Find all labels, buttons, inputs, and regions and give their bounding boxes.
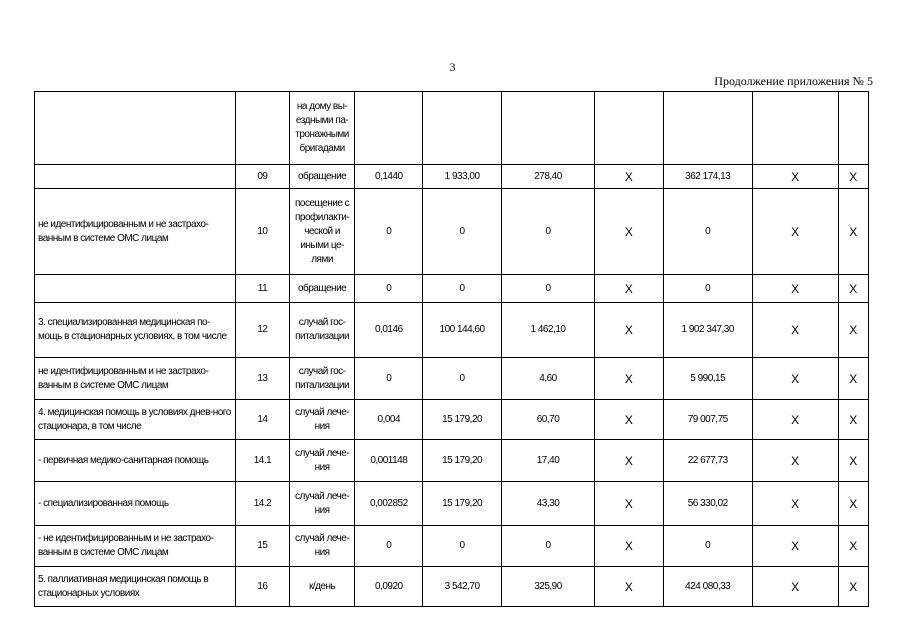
table-row [35, 165, 869, 189]
cell-value: Х [838, 526, 868, 567]
row-code: 15 [236, 526, 290, 567]
cell-value: 1 902 347,30 [663, 303, 752, 358]
cell-value: 362 174,13 [663, 165, 752, 189]
data-table [34, 91, 869, 607]
row-unit: посещение с профилакти-ческой и иными це-лями [289, 189, 355, 275]
cell-value: Х [595, 400, 664, 440]
cell-value: 43,30 [502, 482, 595, 526]
cell-value: Х [838, 358, 868, 400]
row-name [35, 165, 236, 189]
cell-value: 0 [423, 189, 502, 275]
cell-value: Х [752, 303, 838, 358]
cell-value: 22 677,73 [663, 440, 752, 482]
cell-value: 15 179,20 [423, 482, 502, 526]
row-code: 13 [236, 358, 290, 400]
cell-value: Х [838, 440, 868, 482]
row-name: не идентифицированным и не застрахо-ванным в системе ОМС лицам [35, 358, 236, 400]
cell-value: Х [752, 165, 838, 189]
cell-value: Х [838, 400, 868, 440]
cell-value: 60,70 [502, 400, 595, 440]
cell-value: 0 [355, 526, 423, 567]
cell-value: 79 007,75 [663, 400, 752, 440]
cell-value: Х [752, 275, 838, 303]
row-code: 11 [236, 275, 290, 303]
row-code: 10 [236, 189, 290, 275]
cell-value: Х [595, 526, 664, 567]
row-code [236, 92, 290, 165]
page-number: 3 [449, 60, 456, 74]
cell-value [355, 92, 423, 165]
cell-value: Х [595, 567, 664, 607]
cell-value: Х [752, 482, 838, 526]
table-row [35, 482, 869, 526]
cell-value: 4,60 [502, 358, 595, 400]
cell-value: Х [595, 165, 664, 189]
row-code: 14.1 [236, 440, 290, 482]
cell-value [595, 92, 664, 165]
cell-value: Х [752, 526, 838, 567]
row-name: не идентифицированным и не застрахо-ванным в системе ОМС лицам [35, 189, 236, 275]
cell-value [502, 92, 595, 165]
cell-value: 0 [355, 189, 423, 275]
cell-value: 0,001148 [355, 440, 423, 482]
table-row [35, 358, 869, 400]
cell-value: 15 179,20 [423, 440, 502, 482]
cell-value: 0,1440 [355, 165, 423, 189]
row-unit: к/день [289, 567, 355, 607]
cell-value: Х [752, 358, 838, 400]
cell-value: 1 462,10 [502, 303, 595, 358]
row-name: 5. паллиативная медицинская помощь в стационарных условиях [35, 567, 236, 607]
cell-value: 3 542,70 [423, 567, 502, 607]
row-name: - первичная медико-санитарная помощь [35, 440, 236, 482]
cell-value: 0 [355, 275, 423, 303]
cell-value: 0,004 [355, 400, 423, 440]
cell-value: Х [595, 189, 664, 275]
row-unit: случай лече-ния [289, 440, 355, 482]
row-unit: случай гос-питализации [289, 358, 355, 400]
row-unit: случай лече-ния [289, 400, 355, 440]
row-unit: случай лече-ния [289, 482, 355, 526]
cell-value: Х [595, 303, 664, 358]
cell-value: Х [838, 567, 868, 607]
cell-value: 0 [502, 189, 595, 275]
cell-value: Х [595, 482, 664, 526]
cell-value [752, 92, 838, 165]
table-row [35, 303, 869, 358]
cell-value: Х [838, 303, 868, 358]
row-name: 4. медицинская помощь в условиях днев-ного стационара, в том числе [35, 400, 236, 440]
row-name: - не идентифицированным и не застрахо-ванным в системе ОМС лицам [35, 526, 236, 567]
cell-value [663, 92, 752, 165]
row-code: 09 [236, 165, 290, 189]
table-row [35, 440, 869, 482]
cell-value: Х [752, 567, 838, 607]
cell-value: 15 179,20 [423, 400, 502, 440]
cell-value: 424 080,33 [663, 567, 752, 607]
cell-value: 0 [663, 275, 752, 303]
cell-value: 0 [355, 358, 423, 400]
cell-value: 0 [423, 526, 502, 567]
row-unit: обращение [289, 165, 355, 189]
cell-value: Х [752, 440, 838, 482]
row-unit: на дому вы-ездными па-тронажными бригадами [289, 92, 355, 165]
cell-value: Х [838, 275, 868, 303]
cell-value: Х [595, 440, 664, 482]
cell-value: Х [838, 189, 868, 275]
cell-value: 0 [502, 526, 595, 567]
row-code: 14 [236, 400, 290, 440]
row-code: 16 [236, 567, 290, 607]
cell-value: 0 [502, 275, 595, 303]
row-unit: обращение [289, 275, 355, 303]
cell-value: Х [595, 358, 664, 400]
cell-value: Х [595, 275, 664, 303]
row-unit: случай гос-питализации [289, 303, 355, 358]
cell-value: Х [752, 400, 838, 440]
row-name: 3. специализированная медицинская по-мощь в стационарных условиях, в том числе [35, 303, 236, 358]
table-row [35, 567, 869, 607]
cell-value [838, 92, 868, 165]
cell-value: 325,90 [502, 567, 595, 607]
row-unit: случай лече-ния [289, 526, 355, 567]
table-row [35, 189, 869, 275]
cell-value: 0,002852 [355, 482, 423, 526]
row-name: - специализированная помощь [35, 482, 236, 526]
row-name [35, 92, 236, 165]
cell-value: 278,40 [502, 165, 595, 189]
cell-value: 1 933,00 [423, 165, 502, 189]
row-code: 14.2 [236, 482, 290, 526]
cell-value [423, 92, 502, 165]
table-row [35, 275, 869, 303]
cell-value: 0,0920 [355, 567, 423, 607]
cell-value: 100 144,60 [423, 303, 502, 358]
cell-value: Х [838, 165, 868, 189]
table-row [35, 526, 869, 567]
cell-value: 17,40 [502, 440, 595, 482]
cell-value: 0 [663, 526, 752, 567]
cell-value: 5 990,15 [663, 358, 752, 400]
appendix-caption: Продолжение приложения № 5 [714, 74, 873, 88]
cell-value: 0 [423, 275, 502, 303]
cell-value: 0 [423, 358, 502, 400]
row-name [35, 275, 236, 303]
table-row [35, 400, 869, 440]
cell-value: 0 [663, 189, 752, 275]
cell-value: 0,0146 [355, 303, 423, 358]
cell-value: 56 330,02 [663, 482, 752, 526]
cell-value: Х [838, 482, 868, 526]
row-code: 12 [236, 303, 290, 358]
table-row [35, 92, 869, 165]
cell-value: Х [752, 189, 838, 275]
